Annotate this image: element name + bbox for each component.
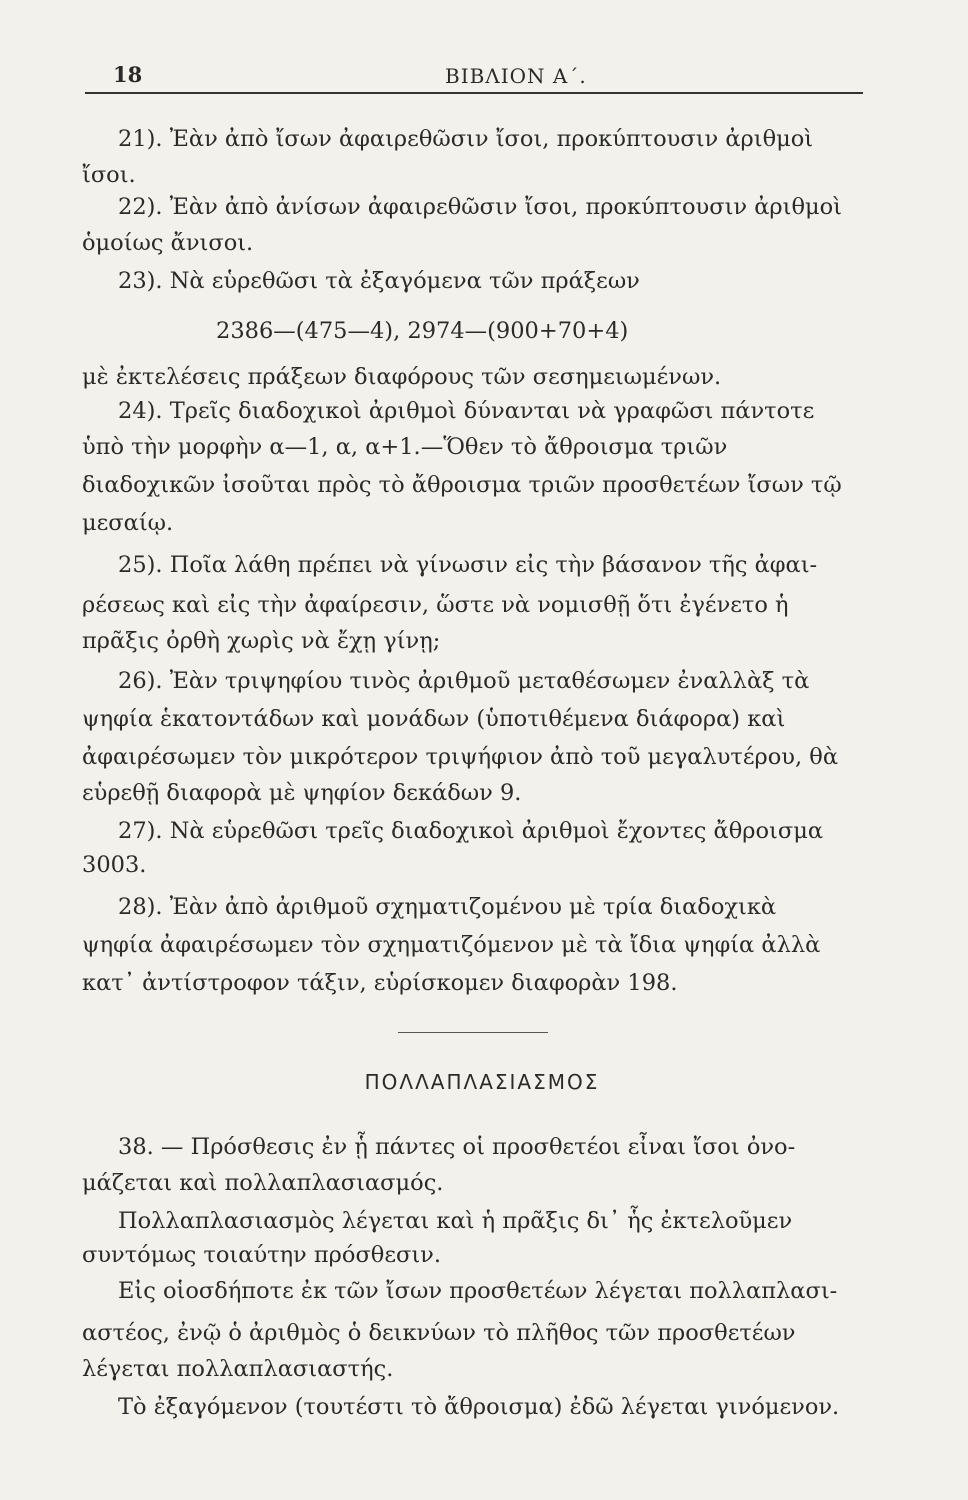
running-title: ΒΙΒΛΙΟΝ Α΄. (445, 64, 587, 88)
header-rule (85, 92, 863, 94)
section-heading: ΠΟΛΛΑΠΛΑΣΙΑΣΜΟΣ (364, 1070, 600, 1094)
exercise-24-line-1: 24). Τρεῖς διαδοχικοὶ ἀριθμοὶ δύνανται νὰ γραφῶσι πάντοτε (118, 398, 815, 424)
exercise-21-line-1: 21). Ἐὰν ἀπὸ ἴσων ἀφαιρεθῶσιν ἴσοι, προκύπτουσιν ἀριθμοὶ (118, 126, 814, 152)
paragraph-4-line-1: Τὸ ἐξαγόμενον (τουτέστι τὸ ἄθροισμα) ἐδῶ λέγεται γινόμενον. (118, 1394, 840, 1420)
exercise-26-line-3: ἀφαιρέσωμεν τὸν μικρότερον τριψήφιον ἀπὸ τοῦ μεγαλυτέρου, θὰ (82, 744, 839, 770)
page-number: 18 (113, 62, 143, 87)
exercise-27-line-2: 3003. (82, 852, 147, 878)
exercise-23-line-3: μὲ ἐκτελέσεις πράξεων διαφόρους τῶν σεσημειωμένων. (82, 364, 722, 390)
exercise-23-expression: 2386—(475—4), 2974—(900+70+4) (216, 318, 629, 344)
exercise-24-line-3: διαδοχικῶν ἰσοῦται πρὸς τὸ ἄθροισμα τριῶν προσθετέων ἴσων τῷ (82, 472, 842, 498)
exercise-28-line-2: ψηφία ἀφαιρέσωμεν τὸν σχηματιζόμενον μὲ τὰ ἴδια ψηφία ἀλλὰ (82, 932, 821, 958)
exercise-25-line-3: πρᾶξις ὀρθὴ χωρὶς νὰ ἔχῃ γίνῃ; (82, 628, 441, 654)
paragraph-38-line-1: 38. — Πρόσθεσις ἐν ᾗ πάντες οἱ προσθετέοι εἶναι ἴσοι ὀνο- (118, 1134, 796, 1160)
paragraph-38-line-2: μάζεται καὶ πολλαπλασιασμός. (82, 1170, 444, 1196)
exercise-26-line-4: εὑρεθῇ διαφορὰ μὲ ψηφίον δεκάδων 9. (82, 780, 522, 806)
section-divider (398, 1032, 548, 1033)
paragraph-2-line-2: συντόμως τοιαύτην πρόσθεσιν. (82, 1242, 442, 1268)
paragraph-2-line-1: Πολλαπλασιασμὸς λέγεται καὶ ἡ πρᾶξις δι᾽ ἧς ἐκτελοῦμεν (118, 1208, 793, 1234)
exercise-22-line-2: ὁμοίως ἄνισοι. (82, 230, 254, 256)
exercise-22-line-1: 22). Ἐὰν ἀπὸ ἀνίσων ἀφαιρεθῶσιν ἴσοι, προκύπτουσιν ἀριθμοὶ (118, 194, 842, 220)
paragraph-3-line-2: αστέος, ἐνῷ ὁ ἀριθμὸς ὁ δεικνύων τὸ πλῆθος τῶν προσθετέων (82, 1320, 796, 1346)
exercise-23-line-1: 23). Νὰ εὑρεθῶσι τὰ ἐξαγόμενα τῶν πράξεων (118, 268, 640, 294)
exercise-27-line-1: 27). Νὰ εὑρεθῶσι τρεῖς διαδοχικοὶ ἀριθμοὶ ἔχοντες ἄθροισμα (118, 818, 824, 844)
exercise-26-line-2: ψηφία ἑκατοντάδων καὶ μονάδων (ὑποτιθέμενα διάφορα) καὶ (82, 706, 786, 732)
page-header (85, 52, 863, 92)
exercise-24-line-2: ὑπὸ τὴν μορφὴν α—1, α, α+1.—Ὅθεν τὸ ἄθροισμα τριῶν (82, 434, 728, 460)
exercise-21-line-2: ἴσοι. (82, 162, 136, 188)
exercise-25-line-1: 25). Ποῖα λάθη πρέπει νὰ γίνωσιν εἰς τὴν βάσανον τῆς ἀφαι- (118, 552, 818, 578)
paragraph-3-line-3: λέγεται πολλαπλασιαστής. (82, 1356, 394, 1382)
exercise-28-line-3: κατ᾽ ἀντίστροφον τάξιν, εὑρίσκομεν διαφορὰν 198. (82, 970, 678, 996)
exercise-24-line-4: μεσαίῳ. (82, 510, 174, 536)
exercise-26-line-1: 26). Ἐὰν τριψηφίου τινὸς ἀριθμοῦ μεταθέσωμεν ἐναλλὰξ τὰ (118, 668, 810, 694)
paragraph-3-line-1: Εἰς οἱοσδήποτε ἐκ τῶν ἴσων προσθετέων λέγεται πολλαπλασι- (118, 1278, 838, 1304)
exercise-25-line-2: ρέσεως καὶ εἰς τὴν ἀφαίρεσιν, ὥστε νὰ νομισθῇ ὅτι ἐγένετο ἡ (82, 592, 789, 618)
exercise-28-line-1: 28). Ἐὰν ἀπὸ ἀριθμοῦ σχηματιζομένου μὲ τρία διαδοχικὰ (118, 894, 777, 920)
